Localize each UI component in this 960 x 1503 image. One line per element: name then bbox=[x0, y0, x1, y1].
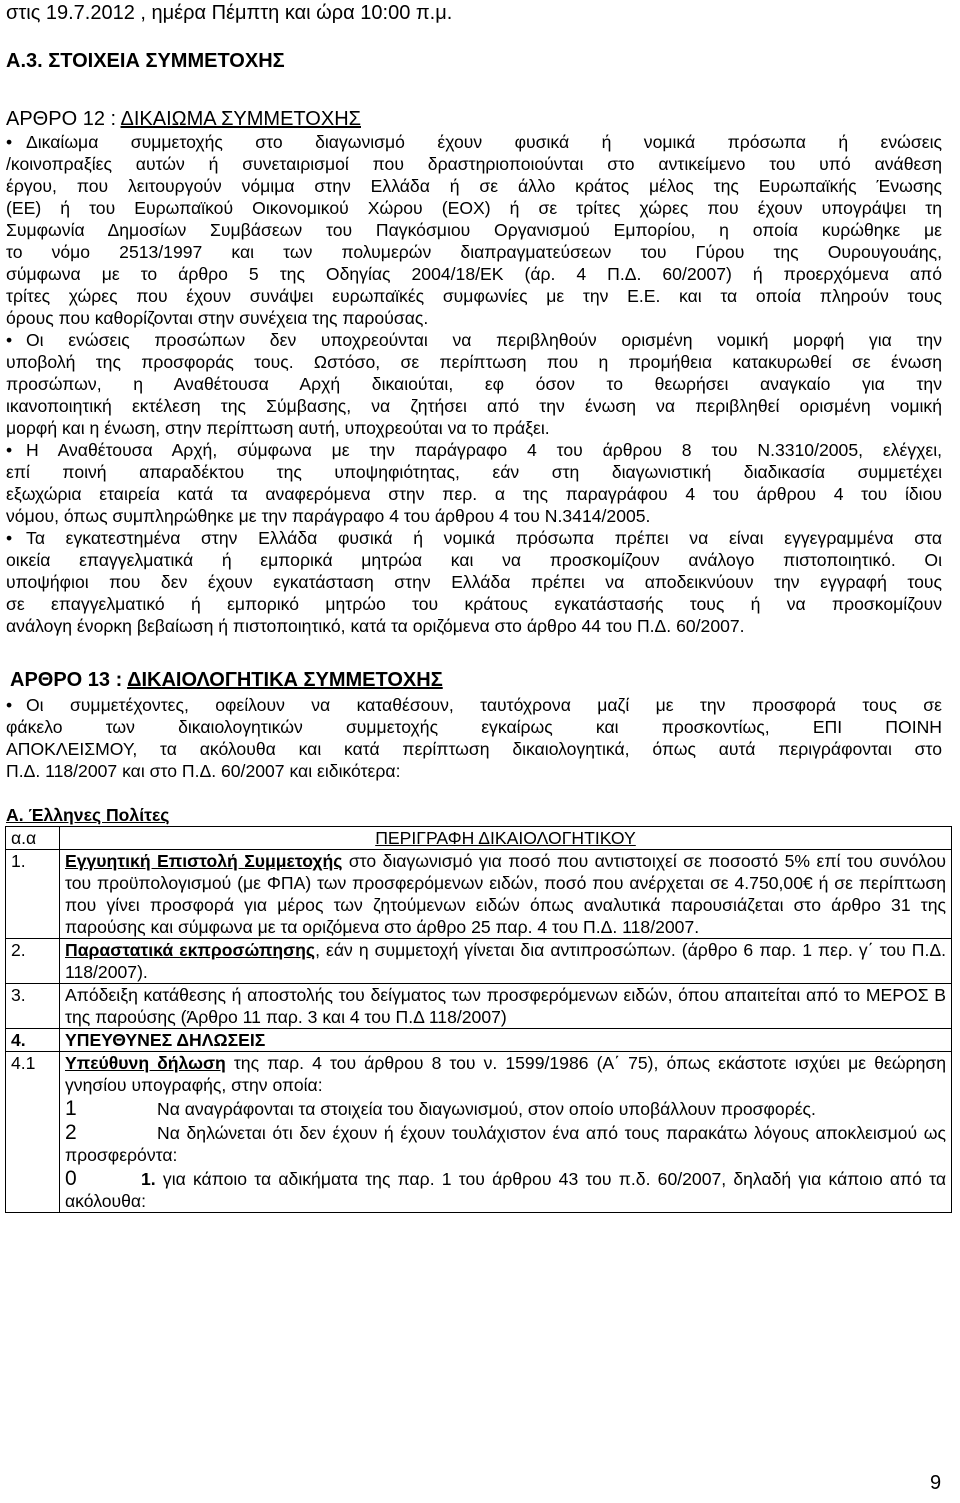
a12-line-20: υποψήφιοι που δεν έχουν εγκατάσταση στην Ελλάδα πρέπει να αποδεικνύουν την εγγραφή τους bbox=[6, 572, 942, 592]
documents-table bbox=[5, 826, 952, 1213]
a13-line-2: ΑΠΟΚΛΕΙΣΜΟΥ, τα ακόλουθα και κατά περίπτωση δικαιολογητικά, όπως αυτά περιγράφονται στο bbox=[6, 739, 942, 759]
top-date-line: στις 19.7.2012 , ημέρα Πέμπτη και ώρα 10:00 π.μ. bbox=[6, 2, 453, 24]
page-number: 9 bbox=[930, 1472, 942, 1494]
a13-line-1: φάκελο των δικαιολογητικών συμμετοχής εγκαίρως και προσκοντίως, ΕΠΙ ΠΟΙΝΗ bbox=[6, 717, 942, 737]
a12-line-0: • Δικαίωμα συμμετοχής στο διαγωνισμό έχουν φυσικά ή νομικά πρόσωπα ή ενώσεις bbox=[6, 132, 942, 152]
a12-line-5: το νόμο 2513/1997 και των πολυμερών διαπραγματεύσεων του Γύρου της Ουρουγουάης, bbox=[6, 242, 942, 262]
a12-line-16: εξωχώρια εταιρεία κατά τα αναφερόμενα στην περ. α της παραγράφου 4 του άρθρου 4 του ίδιου bbox=[6, 484, 942, 504]
a12-line-1: /κοινοπραξίες αυτών ή συνεταιρισμοί που δραστηριοποιούνται στο αντικείμενο του υπό ανάθεση bbox=[6, 154, 942, 174]
table-row: 3. Απόδειξη κατάθεσης ή αποστολής του δείγματος των προσφερόμενων ειδών, όπου απαιτείται από το ΜΕΡΟΣ Β της παρούσης (Άρθρο 11 παρ. 3 και 4 του Π.Δ 118/2007) bbox=[6, 984, 952, 1029]
a12-line-9: • Οι ενώσεις προσώπων δεν υποχρεούνται να περιβληθούν ορισμένη νομική μορφή για την bbox=[6, 330, 942, 350]
bullet-icon: • bbox=[6, 330, 13, 350]
bullet-icon: • bbox=[6, 528, 13, 548]
a12-line-18: • Τα εγκατεστημένα στην Ελλάδα φυσικά ή νομικά πρόσωπα πρέπει να είναι εγγεγραμμένα στα bbox=[6, 528, 942, 548]
table-row: 2. Παραστατικά εκπροσώπησης, εάν η συμμετοχή γίνεται δια αντιπροσώπων. (άρθρο 6 παρ. 1 περ. γ΄ του Π.Δ. 118/2007). bbox=[6, 939, 952, 984]
a12-line-21: σε επαγγελματικό ή εμπορικό μητρώο του κράτους εγκατάστασής τους ή να προσκομίζουν bbox=[6, 594, 942, 614]
article13-heading: ΑΡΘΡΟ 13 : ΔΙΚΑΙΟΛΟΓΗΤΙΚΑ ΣΥΜΜΕΤΟΧΗΣ bbox=[10, 669, 443, 691]
a12-line-19: οικεία επαγγελματικά ή εμπορικά μητρώα και να προσκομίζουν ανάλογο πιστοποιητικό. Οι bbox=[6, 550, 942, 570]
table-header-row bbox=[6, 827, 952, 850]
a13-line-3: Π.Δ. 118/2007 και στο Π.Δ. 60/2007 και ειδικότερα: bbox=[6, 761, 401, 781]
bullet-icon: • bbox=[6, 132, 13, 152]
a12-line-11: προσώπων, η Αναθέτουσα Αρχή δικαιούται, εφ όσον το θεωρήσει αναγκαίο για την bbox=[6, 374, 942, 394]
a12-line-4: Συμφωνία Δημοσίων Συμβάσεων του Παγκόσμιου Οργανισμού Εμπορίου, η οποία κυρώθηκε με bbox=[6, 220, 942, 240]
a12-line-8: όρους που καθορίζονται στην συνέχεια της παρούσας. bbox=[6, 308, 429, 328]
table-row: 4. ΥΠΕΥΘΥΝΕΣ ΔΗΛΩΣΕΙΣ bbox=[6, 1029, 952, 1052]
a12-line-12: ικανοποιητική εκτέλεση της Σύμβασης, να ζητήσει από την ένωση να περιβληθεί ορισμένη νομική bbox=[6, 396, 942, 416]
a12-line-14: • Η Αναθέτουσα Αρχή, σύμφωνα με την παράγραφο 4 του άρθρου 8 του Ν.3310/2005, ελέγχει, bbox=[6, 440, 942, 460]
a13-line-0: • Οι συμμετέχοντες, οφείλουν να καταθέσουν, ταυτόχρονα μαζί με την προσφορά τους σε bbox=[6, 695, 942, 715]
header-num: α.α bbox=[6, 827, 60, 850]
a12-line-6: σύμφωνα με το άρθρο 5 της Οδηγίας 2004/18/ΕΚ (άρ. 4 Π.Δ. 60/2007) ή προερχόμενα από bbox=[6, 264, 942, 284]
subheading-greek-citizens: Α. Έλληνες Πολίτες bbox=[6, 805, 170, 825]
a12-line-3: (ΕΕ) ή του Ευρωπαϊκού Οικονομικού Χώρου (ΕΟΧ) ή σε τρίτες χώρες που έχουν υπογράψει τη bbox=[6, 198, 942, 218]
bullet-icon: • bbox=[6, 695, 13, 715]
a12-line-7: τρίτες χώρες που έχουν συνάψει ευρωπαϊκές συμφωνίες με την Ε.Ε. και τα οποία πληρούν τους bbox=[6, 286, 942, 306]
section-title: Α.3. ΣΤΟΙΧΕΙΑ ΣΥΜΜΕΤΟΧΗΣ bbox=[6, 50, 285, 72]
a12-line-2: έργου, που λειτουργούν νόμιμα στην Ελλάδα ή σε άλλο κράτος μέλος της Ευρωπαϊκής Ένωσης bbox=[6, 176, 942, 196]
a12-line-22: ανάλογη ένορκη βεβαίωση ή πιστοποιητικό, κατά τα οριζόμενα στο άρθρο 44 του Π.Δ. 60/2007. bbox=[6, 616, 745, 636]
bullet-icon: • bbox=[6, 440, 13, 460]
table-row: 1. Εγγυητική Επιστολή Συμμετοχής στο διαγωνισμό για ποσό που αντιστοιχεί σε ποσοστό 5% επί του συνόλου του προϋπολογισμού (με ΦΠΑ) των προσφερόμενων ειδών, ποσό που ανέρχεται σε 4.750,00€ ή σε περίπτωση που γίνει προσφορά για μέρος των ζητούμενων ειδών όπως αναλυτικά παρουσιάζεται στο άρθρο 31 της παρούσης και σύμφωνα με τα οριζόμενα στο άρθρο 25 παρ. 4 του Π.Δ. 118/2007. bbox=[6, 850, 952, 939]
a12-line-17: νόμου, όπως συμπληρώθηκε με την παράγραφο 4 του άρθρου 4 του Ν.3414/2005. bbox=[6, 506, 651, 526]
article12-heading: ΑΡΘΡΟ 12 : ΔΙΚΑΙΩΜΑ ΣΥΜΜΕΤΟΧΗΣ bbox=[6, 108, 361, 130]
header-desc: ΠΕΡΙΓΡΑΦΗ ΔΙΚΑΙΟΛΟΓΗΤΙΚΟΥ bbox=[60, 827, 952, 850]
a12-line-10: υποβολή της προσφοράς τους. Ωστόσο, σε περίπτωση που η προμήθεια κατακυρωθεί σε ένωση bbox=[6, 352, 942, 372]
a12-line-15: επί ποινή απαραδέκτου της υποψηφιότητας, εάν στη διαγωνιστική διαδικασία συμμετέχει bbox=[6, 462, 942, 482]
a12-line-13: μορφή και η ένωση, στην περίπτωση αυτή, υποχρεούται να το πράξει. bbox=[6, 418, 550, 438]
table-row: 4.1 Υπεύθυνη δήλωση της παρ. 4 του άρθρου 8 του ν. 1599/1986 (Α΄ 75), όπως εκάστοτε ισχύει με θεώρηση γνησίου υπογραφής, στην οποία: 1 Να αναγράφονται τα στοιχεία του διαγωνισμού, στον οποίο υποβάλλουν προσφορές. 2 Να δηλώνεται ότι δεν έχουν ή έχουν τουλάχιστον ένα από τους παρακάτω λόγους αποκλεισμού ως προσφερόντα: 0 1. για κάποιο τα αδικήματα της παρ. 1 του άρθρου 43 του π.δ. 60/2007, δηλαδή για κάποιο από τα ακόλουθα: bbox=[6, 1052, 952, 1213]
